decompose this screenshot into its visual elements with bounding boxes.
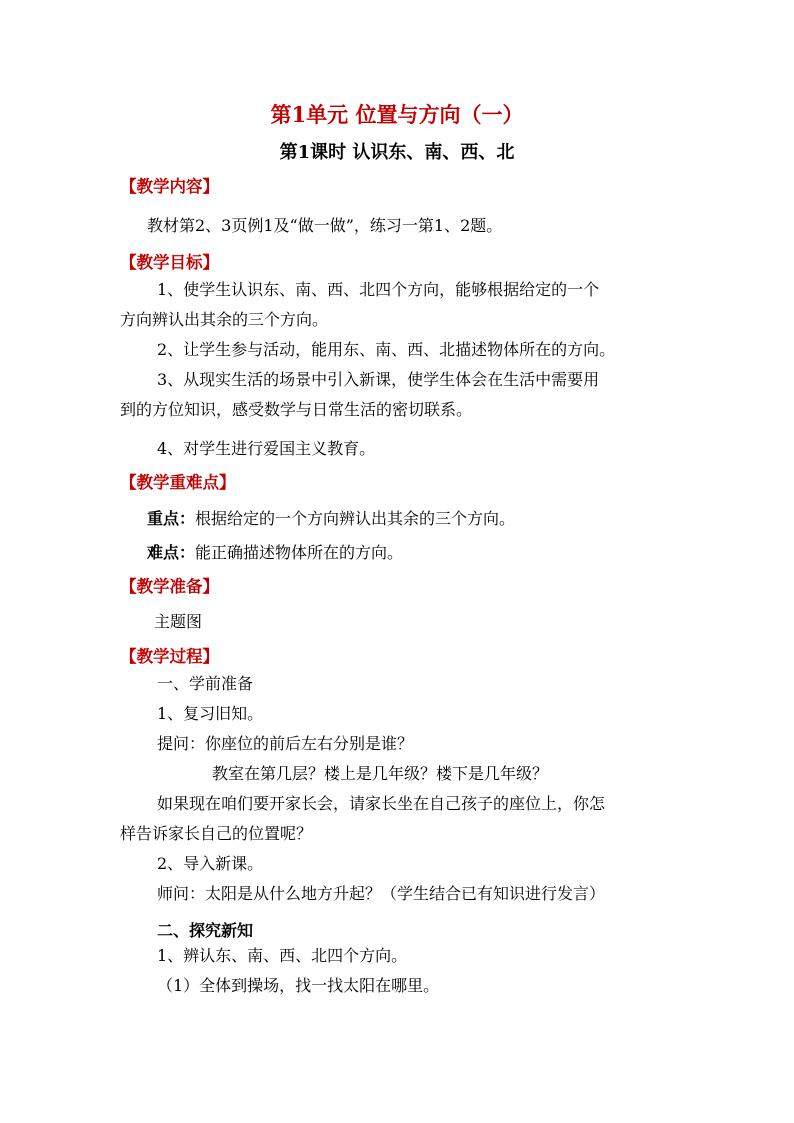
- lesson-subtitle: 第1课时 认识东、南、西、北: [279, 142, 515, 163]
- process-para1-line2: 样告诉家长自己的位置呢？: [120, 824, 313, 843]
- section-heading-process: 【教学过程】: [120, 647, 219, 666]
- section-heading-content: 【教学内容】: [120, 177, 219, 196]
- goal-line-4: 3、从现实生活的场景中引入新课，使学生体会在生活中需要用: [157, 370, 600, 389]
- prep-text: 主题图: [154, 612, 203, 631]
- goal-line-2: 方向辨认出其余的三个方向。: [120, 310, 329, 329]
- process-item2: 2、导入新课。: [157, 854, 264, 873]
- process-item1: 1、复习旧知。: [157, 704, 264, 723]
- difficult-point-line: [147, 542, 403, 564]
- difficult-point-label: 难点：: [147, 543, 196, 562]
- difficult-point-text: 能正确描述物体所在的方向。: [195, 543, 404, 562]
- key-point-label: 重点：: [147, 509, 196, 528]
- process-part2-heading: 二、探究新知: [157, 921, 254, 940]
- goal-line-3: 2、让学生参与活动，能用东、南、西、北描述物体所在的方向。: [157, 340, 616, 359]
- process-explore2: （1）全体到操场，找一找太阳在哪里。: [157, 976, 440, 995]
- goal-line-5: 到的方位知识，感受数学与日常生活的密切联系。: [120, 400, 473, 419]
- process-part1-heading: 一、学前准备: [157, 674, 254, 693]
- key-point-text: 根据给定的一个方向辨认出其余的三个方向。: [195, 509, 516, 528]
- section-heading-goals: 【教学目标】: [120, 253, 219, 272]
- process-question2: 教室在第几层？楼上是几年级？楼下是几年级？: [212, 764, 549, 783]
- key-point-line: [147, 508, 515, 530]
- process-question1: 提问：你座位的前后左右分别是谁？: [157, 734, 414, 753]
- section-heading-prep: 【教学准备】: [120, 577, 219, 596]
- goal-line-6: 4、对学生进行爱国主义教育。: [157, 439, 376, 458]
- content-text: 教材第2、3页例1及“做一做”，练习一第1、2题。: [147, 216, 503, 235]
- process-para1-line1: 如果现在咱们要开家长会，请家长坐在自己孩子的座位上，你怎: [157, 794, 606, 813]
- section-heading-keypoints: 【教学重难点】: [120, 473, 236, 492]
- goal-line-1: 1、使学生认识东、南、西、北四个方向，能够根据给定的一个: [157, 280, 600, 299]
- document-title: 第1单元 位置与方向（一）: [270, 102, 524, 127]
- process-explore1: 1、辨认东、南、西、北四个方向。: [157, 946, 408, 965]
- process-teacher-question: 师问：太阳是从什么地方升起？（学生结合已有知识进行发言）: [157, 884, 606, 903]
